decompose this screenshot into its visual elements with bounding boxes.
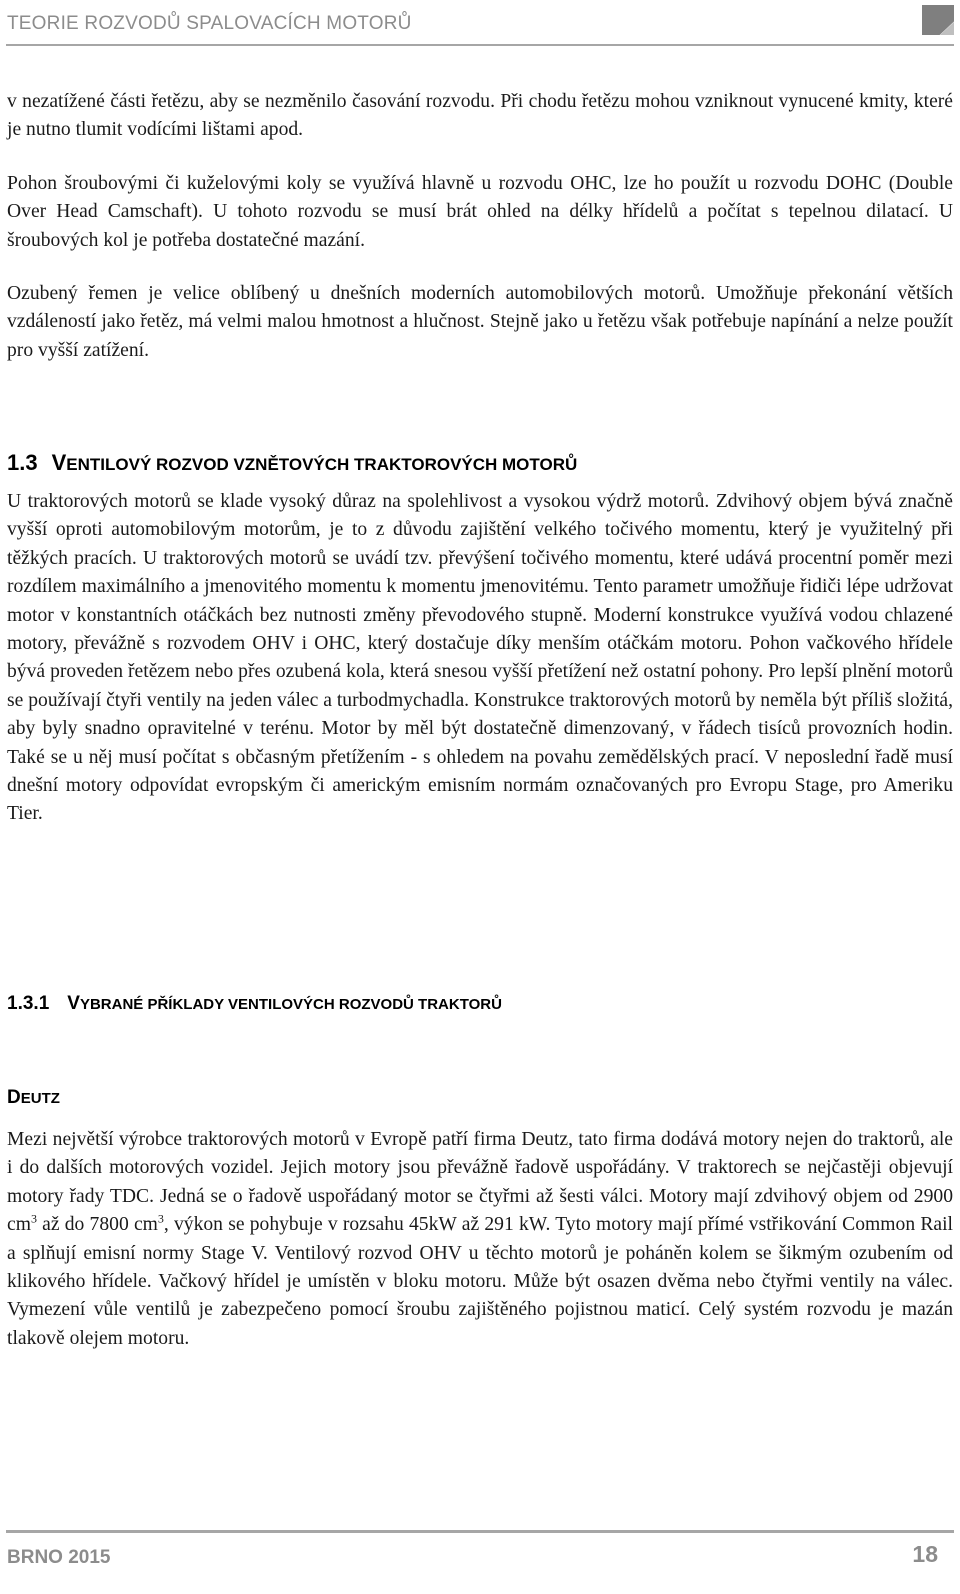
- deutz-text-part-3: , výkon se pohybuje v rozsahu 45kW až 291 kW. Tyto motory mají přímé vstřikování Common Rail a splňují emisní normy Stage V. Ventilový rozvod OHV u těchto motorů je poháněn kolem se šikmým ozubením od klikového hřídele. Vačkový hřídel je umístěn v bloku motoru. Může být osazen dvěma nebo čtyřmi ventily na válec. Vymezení vůle ventilů je zabezpečeno pomocí šroubu zajištěného pojistnou maticí. Celý systém rozvodu je mazán tlakově olejem motoru.: [7, 1214, 953, 1349]
- section-title-rest: ENTILOVÝ ROZVOD VZNĚTOVÝCH TRAKTOROVÝCH MOTORŮ: [66, 455, 578, 474]
- subsection-number: 1.3.1: [7, 993, 50, 1014]
- page-number: 18: [912, 1541, 938, 1567]
- paragraph-gear-drive: Pohon šroubovými či kuželovými koly se využívá hlavně u rozvodu OHC, lze ho použít u rozvodu DOHC (Double Over Head Camschaft). U tohoto rozvodu se musí brát ohled na délky hřídelů a počítat s tepelnou dilatací. U šroubových kol je potřeba dostatečné mazání.: [7, 173, 953, 251]
- paragraph-tractor-engines: U traktorových motorů se klade vysoký důraz na spolehlivost a vysokou výdrž motorů. Zdvihový objem bývá značně vyšší oproti automobilovým motorům, je to z důvodu zajištění velkého točivého momentu, který je využitelný při těžkých pracích. U traktorových motorů se uvádí tzv. převýšení točivého momentu, které udává procentní poměr mezi rozdílem maximálního a jmenovitého momentu k momentu jmenovitému. Tento parametr umožňuje řidiči lépe udržovat motor v konstantních otáčkách bez nutnosti změny převodového stupně. Moderní konstrukce využívá vodou chlazené motory, převážně s rozvodem OHV i OHC, který dostačuje díky menším otáčkám motoru. Pohon vačkového hřídele bývá proveden řetězem nebo přes ozubená kola, která snesou vyšší přetížení než ostatní pohony. Pro lepší plnění motorů se používají čtyři ventily na jeden válec a turbodmychadla. Konstrukce traktorových motorů by neměla být příliš složitá, aby byly snadno opravitelné v terénu. Motor by měl být dostatečně dimenzovaný, v řádech tisíců provozních hodin. Také se u něj musí počítat s občasným přetížením - s ohledem na povahu zemědělských prací. V neposlední řadě musí dnešní motory odpovídat evropským či americkým emisním normám označovaných pro Evropu Stage, pro Ameriku Tier.: [7, 491, 953, 825]
- heading-deutz: [7, 1087, 60, 1109]
- paragraph-deutz: [7, 1126, 953, 1353]
- footer-location-year: BRNO 2015: [7, 1547, 111, 1568]
- subsection-title-rest: YBRANÉ PŘÍKLADY VENTILOVÝCH ROZVODŮ TRAKTORŮ: [79, 996, 502, 1013]
- section-number: 1.3: [7, 450, 38, 475]
- subsection-title-initial: V: [67, 993, 80, 1014]
- section-title-initial: V: [51, 450, 67, 475]
- paragraph-chain-damping: v nezatížené části řetězu, aby se nezměnilo časování rozvodu. Při chodu řetězu mohou vzniknout vynucené kmity, které je nutno tlumit vodícími lištami apod.: [7, 91, 953, 141]
- superscript-cubed-2: 3: [157, 1211, 164, 1226]
- deutz-rest: EUTZ: [20, 1090, 60, 1107]
- footer-divider: [6, 1530, 954, 1533]
- running-header-title: TEORIE ROZVODŮ SPALOVACÍCH MOTORŮ: [7, 13, 412, 34]
- section-heading-1-3-1: [7, 993, 502, 1015]
- section-heading-1-3: [7, 450, 577, 476]
- paragraph-toothed-belt: Ozubený řemen je velice oblíbený u dnešních moderních automobilových motorů. Umožňuje překonání větších vzdáleností jako řetěz, má velmi malou hmotnost a hlučnost. Stejně jako u řetězu však potřebuje napínání a nelze použít pro vyšší zatížení.: [7, 283, 953, 361]
- deutz-text-part-1: Mezi největší výrobce traktorových motorů v Evropě patří firma Deutz, tato firma dodává motory nejen do traktorů, ale i do dalších motorových vozidel. Jejich motory jsou převážně řadově uspořádány. V traktorech se nejčastěji objevují motory řady TDC. Jedná se o řadově uspořádaný motor se čtyřmi až šesti válci. Motory mají zdvihový objem od 2900 cm: [7, 1129, 953, 1236]
- deutz-text-part-2: až do 7800 cm: [36, 1214, 158, 1236]
- superscript-cubed-1: 3: [30, 1211, 37, 1226]
- deutz-initial: D: [7, 1087, 21, 1108]
- header-divider: [6, 44, 954, 46]
